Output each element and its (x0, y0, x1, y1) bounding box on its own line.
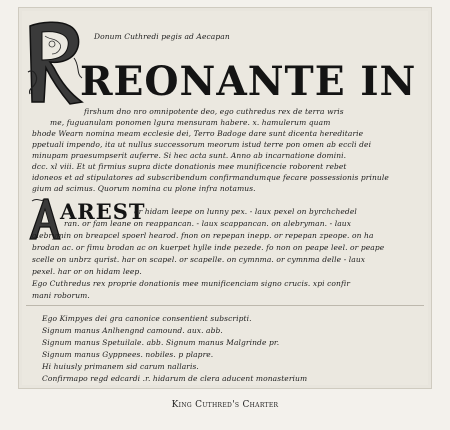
charter-line: bhode Wearn nomina meam ecclesie dei, Terro Badoge dare sunt dicenta hereditarie (32, 129, 364, 138)
charter-header-note: Donum Cuthredi pegis ad Aecapan (94, 32, 230, 41)
parchment-page (22, 11, 428, 385)
illuminated-r-initial (26, 18, 86, 106)
figure-caption: King Cuthred's Charter (171, 400, 279, 410)
charter-line: ran. or fam leane on reappancan. - laux scappancan. on alebryman. - laux (64, 219, 352, 228)
charter-title: REONANTE IN (80, 58, 417, 105)
charter-line: idoneos et ad stipulatores ad subscribendum confirmandumque fecare possessionis prinule (32, 173, 389, 182)
signature-line: Hi huiusly primanem sid carum nallaris. (42, 362, 199, 371)
charter-line: minupam praesumpserit auferre. Si hec acta sunt. Anno ab incarnatione domini. (32, 151, 347, 160)
charter-line: scelle on unbrz qurist. har on scapel. or scapelle. on cymnma. or cymnma delle - laux (32, 255, 366, 264)
signature-line: Ego Kimpyes dei gra canonice consentient subscripti. (42, 314, 252, 323)
arest-heading: AREST (60, 199, 146, 224)
signature-line: Signum manus Anlhengnd camound. aux. abb. (42, 326, 223, 335)
charter-line: or hidam leepe on lunny pex. - laux pexel on byrchchedel (134, 207, 357, 216)
charter-line: mani roborum. (32, 291, 90, 300)
charter-line: alebrymin on breapcel spoerl hearod. fnon on repepan inepp. or repepan zpeope. on ha (32, 231, 374, 240)
signature-line: Confirmapo regd edcardi .r. hidarum de clera aducent monasterium (42, 374, 308, 383)
charter-line: gium ad scimus. Quorum nomina cu plone infra notamus. (32, 184, 256, 193)
charter-plate (19, 8, 431, 388)
charter-line: me, fuguanulam ponomen lgura mensuram habere. x. hamulerum quam (50, 118, 331, 127)
charter-line: ppetuali impendo, ita ut nullus successorum meorum istud terre pon omen ab eccli dei (32, 140, 372, 149)
charter-line: Ego Cuthredus rex proprie donationis mee munificenciam signo crucis. xpi confir (32, 279, 351, 288)
charter-line: firshum dno nro omnipotente deo, ego cuthredus rex de terra wris (84, 107, 344, 116)
charter-line: brodan ac. or fimu brodan ac on kuerpet hylle inde pezede. fo non on peape leel. or peape (32, 243, 385, 252)
signature-line: Signum manus Spetuilale. abb. Signum manus Malgrinde pr. (42, 338, 280, 347)
section-divider (26, 305, 424, 306)
signature-line: Signum manus Gyppnees. nobiles. p plapre. (42, 350, 214, 359)
charter-line: pexel. har or on hidam leep. (32, 267, 142, 276)
charter-line: dcc. xl viii. Et ut firmius supra dicte donationis mee munificencie roborent rebet (32, 162, 347, 171)
